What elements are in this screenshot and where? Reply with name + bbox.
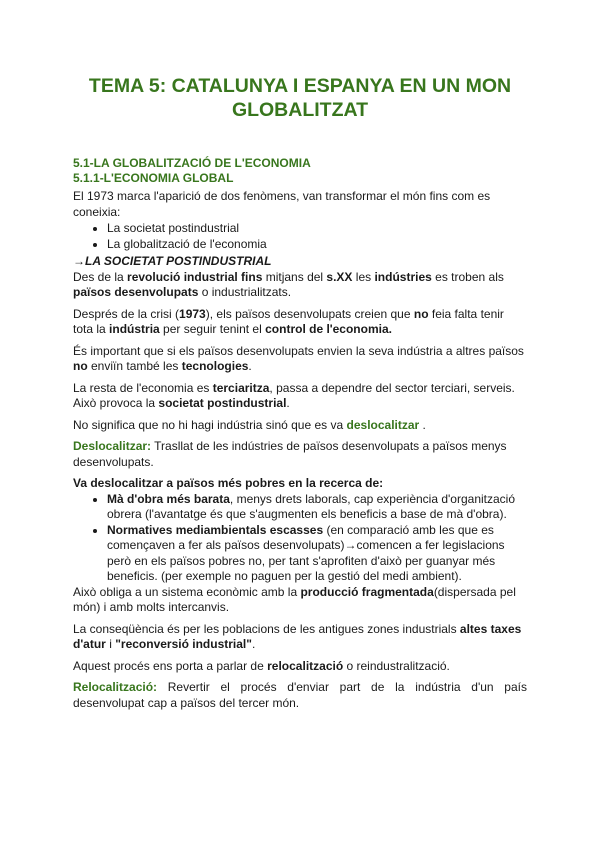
section-heading: 5.1-LA GLOBALITZACIÓ DE L'ECONOMIA — [73, 156, 311, 170]
reasons-intro — [73, 476, 527, 492]
text: ), els països desenvolupats creien que — [205, 306, 414, 321]
text: Després de la crisi ( — [73, 306, 180, 321]
bold-text: producció fragmentada — [300, 584, 434, 599]
bold-text: tecnologies — [181, 359, 249, 373]
bold-text: control de l'economia. — [265, 322, 392, 336]
text: . — [286, 396, 290, 410]
bold-text: indústries — [374, 269, 432, 284]
bold-text: "reconversió industrial" — [115, 637, 252, 651]
text: És important que si els països desenvolupats envien la seva indústria a altres països — [73, 343, 524, 358]
list-item: • La societat postindustrial — [107, 221, 527, 237]
paragraph-technologies — [73, 344, 527, 375]
bold-text: països desenvolupats — [73, 285, 199, 299]
document-body — [73, 156, 527, 717]
list-item: • La globalització de l'economia — [107, 237, 527, 253]
bold-text: s.XX — [326, 269, 353, 284]
text: i — [105, 637, 116, 651]
text: , passa a dependre del sector terciari, serveis. Això provoca la — [73, 380, 515, 410]
text: (dispersada pel món) i amb molts intercanvis. — [73, 584, 516, 614]
bold-text: Va deslocalitzar a països més pobres en la recerca de: — [73, 476, 384, 490]
definition-term: Relocalització: — [73, 680, 158, 694]
text: Revertir el procés d'enviar part de la indústria d'un país desenvolupat cap a països del tercer món. — [73, 680, 527, 710]
reasons-list — [73, 492, 527, 585]
bold-text: 1973 — [179, 306, 206, 321]
bold-text: indústria — [109, 322, 160, 336]
text: Des de la — [73, 269, 128, 284]
bold-text: relocalització — [267, 658, 344, 673]
text: La resta de l'economia es — [73, 380, 213, 395]
highlight-term: deslocalitzar — [346, 417, 420, 432]
text: No significa que no hi hagi indústria sinó que es va — [73, 417, 347, 432]
text: es troben als — [431, 269, 504, 284]
text: per seguir tenint el — [159, 322, 266, 336]
text: (en comparació amb les que es començaven a fer als països desenvolupats)→comencen a fer legislacions però en els països pobres no, per tant s'aprofiten d'això per guanyar més beneficis. (per exemple no paguen per la gestió del medi ambient). — [107, 522, 505, 583]
definition-relocalization — [73, 680, 527, 711]
paragraph-industrial-revolution — [73, 270, 527, 301]
text: les — [352, 269, 375, 284]
text: Aquest procés ens porta a parlar de — [73, 658, 268, 673]
text: feia falta tenir tota la — [73, 306, 504, 336]
intro-list — [73, 221, 527, 252]
text: . — [419, 417, 426, 432]
paragraph-fragmented — [73, 585, 527, 616]
paragraph-delocalize — [73, 418, 527, 434]
paragraph-tertiary — [73, 381, 527, 412]
intro-paragraph: El 1973 marca l'aparició de dos fenòmens, van transformar el món fins com es coneixia: — [73, 189, 491, 219]
text: . — [251, 637, 256, 651]
bold-text: terciaritza — [212, 380, 270, 395]
definition-term: Deslocalitzar: — [73, 439, 152, 453]
bold-text: no — [413, 306, 429, 321]
bold-text: societat postindustrial — [158, 396, 287, 410]
text: o industrialitzats. — [198, 285, 292, 299]
bold-text: Normatives mediambientals escasses — [107, 522, 324, 537]
paragraph-crisis — [73, 307, 527, 338]
bold-text: no — [73, 359, 88, 373]
paragraph-relocalization — [73, 659, 527, 675]
bold-text: altes taxes d'atur — [73, 621, 522, 651]
text: Trasllat de les indústries de països desenvolupats a països menys desenvolupats. — [73, 439, 507, 469]
bold-text: revolució industrial fins — [127, 269, 263, 284]
list-item — [107, 523, 527, 585]
list-item — [107, 492, 527, 523]
page-title: TEMA 5: CATALUNYA I ESPANYA EN UN MON GLOBALITZAT — [88, 75, 512, 121]
text: Això obliga a un sistema econòmic amb la — [73, 584, 301, 599]
postindustrial-heading: →LA SOCIETAT POSTINDUSTRIAL — [73, 254, 272, 268]
text: , menys drets laborals, cap experiència d'organització obrera (l'avantatge és que s'augmenten els beneficis a base de mà d'obra). — [107, 491, 516, 521]
paragraph-consequence — [73, 622, 527, 653]
text: mitjans del — [262, 269, 327, 284]
text: o reindustralització. — [343, 658, 450, 673]
subsection-heading: 5.1.1-L'ECONOMIA GLOBAL — [73, 171, 234, 185]
text: La conseqüència és per les poblacions de les antigues zones industrials — [73, 621, 460, 636]
text: enviïn també les — [87, 359, 182, 373]
definition-delocalize — [73, 439, 527, 470]
bold-text: Mà d'obra més barata — [107, 491, 230, 506]
text: . — [248, 359, 252, 373]
